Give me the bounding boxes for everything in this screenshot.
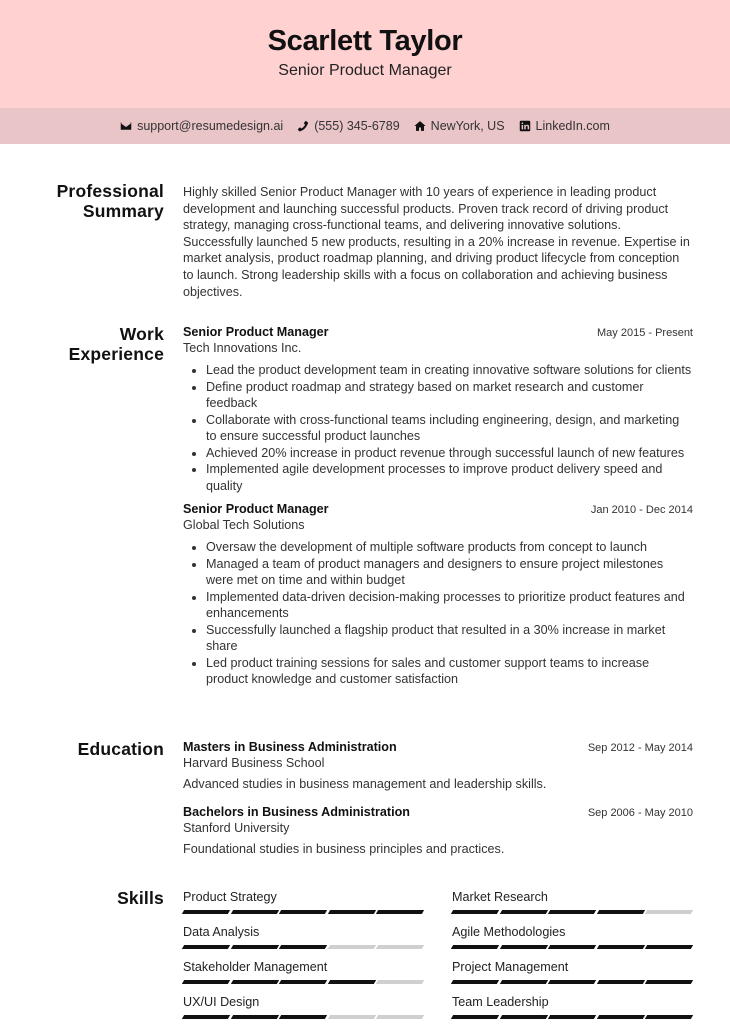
bullet-item: Lead the product development team in creating innovative software solutions for clients: [183, 362, 693, 379]
skill-segment-filled: [182, 945, 230, 949]
skill-segment-filled: [182, 980, 230, 984]
home-icon: [414, 120, 426, 132]
job-dates: Jan 2010 - Dec 2014: [590, 504, 693, 516]
job-bullets: [183, 362, 693, 494]
skill-segment-filled: [645, 945, 693, 949]
skill-segment-filled: [645, 1015, 693, 1019]
skill-name: Product Strategy: [183, 890, 277, 904]
skill-item: [183, 994, 423, 1024]
skill-segment-filled: [645, 980, 693, 984]
education-dates: Sep 2006 - May 2010: [587, 806, 693, 819]
phone-text: (555) 345-6789: [314, 119, 400, 133]
skill-segment-filled: [597, 1015, 645, 1019]
skill-segment-filled: [451, 945, 499, 949]
skill-segment-empty: [376, 945, 424, 949]
skill-name: Project Management: [452, 960, 569, 974]
skill-name: UX/UI Design: [183, 995, 260, 1009]
skill-segment-filled: [230, 1015, 278, 1019]
education-description: Foundational studies in business principles and practices.: [183, 841, 505, 856]
skill-segment-empty: [328, 1015, 376, 1019]
skill-level-bar: [183, 1015, 423, 1019]
skill-level-bar: [183, 945, 423, 949]
skill-segment-filled: [328, 980, 376, 984]
bullet-item: Implemented agile development processes to improve product delivery speed and quality: [183, 461, 693, 494]
bullet-item: Oversaw the development of multiple software products from concept to launch: [183, 539, 693, 556]
skill-segment-filled: [279, 980, 327, 984]
skills-heading: Skills: [117, 888, 164, 908]
bullet-item: Led product training sessions for sales and customer support teams to increase product knowledge and customer satisfaction: [183, 655, 693, 688]
bullet-item: Achieved 20% increase in product revenue through successful launch of new features: [183, 445, 693, 462]
degree-title: Bachelors in Business Administration: [183, 804, 410, 819]
job-company: Global Tech Solutions: [183, 518, 305, 532]
envelope-icon: [120, 120, 132, 132]
job-title: Senior Product Manager: [183, 325, 329, 339]
skill-segment-filled: [597, 910, 645, 914]
skill-segment-filled: [230, 910, 278, 914]
job-entry: [183, 501, 693, 688]
job-bullets: [183, 539, 693, 688]
skill-segment-filled: [279, 910, 327, 914]
candidate-title: Senior Product Manager: [278, 62, 452, 79]
skill-name: Agile Methodologies: [452, 925, 566, 939]
resume-header: [0, 0, 730, 108]
skill-segment-filled: [597, 945, 645, 949]
skill-name: Team Leadership: [452, 995, 549, 1009]
contact-email[interactable]: [120, 119, 283, 133]
skill-level-bar: [452, 910, 692, 914]
job-dates: May 2015 - Present: [597, 327, 693, 339]
skills-grid: [183, 889, 693, 1024]
linkedin-text: LinkedIn.com: [535, 119, 610, 133]
skill-item: [452, 924, 692, 959]
skill-level-bar: [452, 980, 692, 984]
education-description: Advanced studies in business management and leadership skills.: [183, 777, 547, 791]
skill-item: [452, 889, 692, 924]
contact-linkedin[interactable]: [519, 119, 610, 133]
skill-segment-filled: [548, 910, 596, 914]
summary-heading: Professional Summary: [56, 181, 164, 221]
location-text: NewYork, US: [430, 119, 505, 133]
skill-segment-filled: [328, 910, 376, 914]
skill-segment-filled: [279, 1015, 327, 1019]
skill-segment-empty: [376, 1015, 424, 1019]
skill-segment-empty: [328, 945, 376, 949]
degree-title: Masters in Business Administration: [183, 740, 397, 754]
education-dates: Sep 2012 - May 2014: [587, 742, 693, 754]
skill-segment-filled: [499, 1015, 547, 1019]
job-company: Tech Innovations Inc.: [183, 341, 302, 355]
skill-item: [183, 889, 423, 924]
skill-segment-filled: [499, 910, 547, 914]
skill-segment-filled: [451, 980, 499, 984]
skill-segment-filled: [279, 945, 327, 949]
skill-segment-filled: [548, 980, 596, 984]
phone-icon: [297, 120, 309, 132]
candidate-name: Scarlett Taylor: [267, 25, 463, 57]
skill-item: [452, 959, 692, 994]
contact-phone[interactable]: [297, 119, 399, 133]
skill-name: Data Analysis: [183, 925, 260, 939]
contact-bar: [0, 108, 730, 144]
skill-segment-filled: [376, 910, 424, 914]
skill-level-bar: [183, 910, 423, 914]
skill-segment-filled: [182, 1015, 230, 1019]
skill-level-bar: [452, 945, 692, 949]
linkedin-icon: [519, 120, 531, 132]
skill-segment-filled: [451, 910, 499, 914]
job-title: Senior Product Manager: [183, 502, 329, 516]
bullet-item: Implemented data-driven decision-making processes to prioritize product features and enhancements: [183, 589, 693, 622]
education-heading: Education: [77, 739, 164, 759]
contact-location: [414, 119, 505, 133]
education-entry: [183, 739, 693, 793]
experience-heading: Work Experience: [68, 324, 164, 364]
skill-level-bar: [183, 980, 423, 984]
email-text: support@resumedesign.ai: [137, 119, 284, 133]
skill-name: Market Research: [452, 890, 548, 904]
school-name: Stanford University: [183, 820, 290, 835]
skill-segment-filled: [548, 1015, 596, 1019]
skill-segment-filled: [230, 980, 278, 984]
skill-segment-filled: [499, 980, 547, 984]
skill-item: [452, 994, 692, 1024]
skill-segment-empty: [645, 910, 693, 914]
summary-text: Highly skilled Senior Product Manager with 10 years of experience in leading product development and launching successful products. Proven track record of driving product strategy, managing cross-functional teams, and delivering innovative solutions. Successfully launched 5 new products, resulting in a 20% increase in revenue. Expertise in market analysis, product roadmap planning, and driving product lifecycle from conception to launch. Strong leadership skills with a focus on collaboration and achieving business objectives.: [183, 185, 690, 299]
bullet-item: Managed a team of product managers and designers to ensure project milestones were met on time and within budget: [183, 556, 693, 589]
skill-segment-filled: [182, 910, 230, 914]
skill-segment-filled: [597, 980, 645, 984]
bullet-item: Define product roadmap and strategy based on market research and customer feedback: [183, 379, 693, 412]
skill-item: [183, 924, 423, 959]
skill-level-bar: [452, 1015, 692, 1019]
job-entry: [183, 324, 693, 494]
bullet-item: Collaborate with cross-functional teams including engineering, design, and marketing to ensure successful product launches: [183, 412, 693, 445]
education-entry: [183, 804, 693, 858]
skill-segment-filled: [230, 945, 278, 949]
skill-item: [183, 959, 423, 994]
bullet-item: Successfully launched a flagship product that resulted in a 30% increase in market share: [183, 622, 693, 655]
skill-name: Stakeholder Management: [183, 960, 328, 974]
skill-segment-filled: [548, 945, 596, 949]
skill-segment-filled: [451, 1015, 499, 1019]
skill-segment-empty: [376, 980, 424, 984]
skill-segment-filled: [499, 945, 547, 949]
school-name: Harvard Business School: [183, 756, 325, 770]
